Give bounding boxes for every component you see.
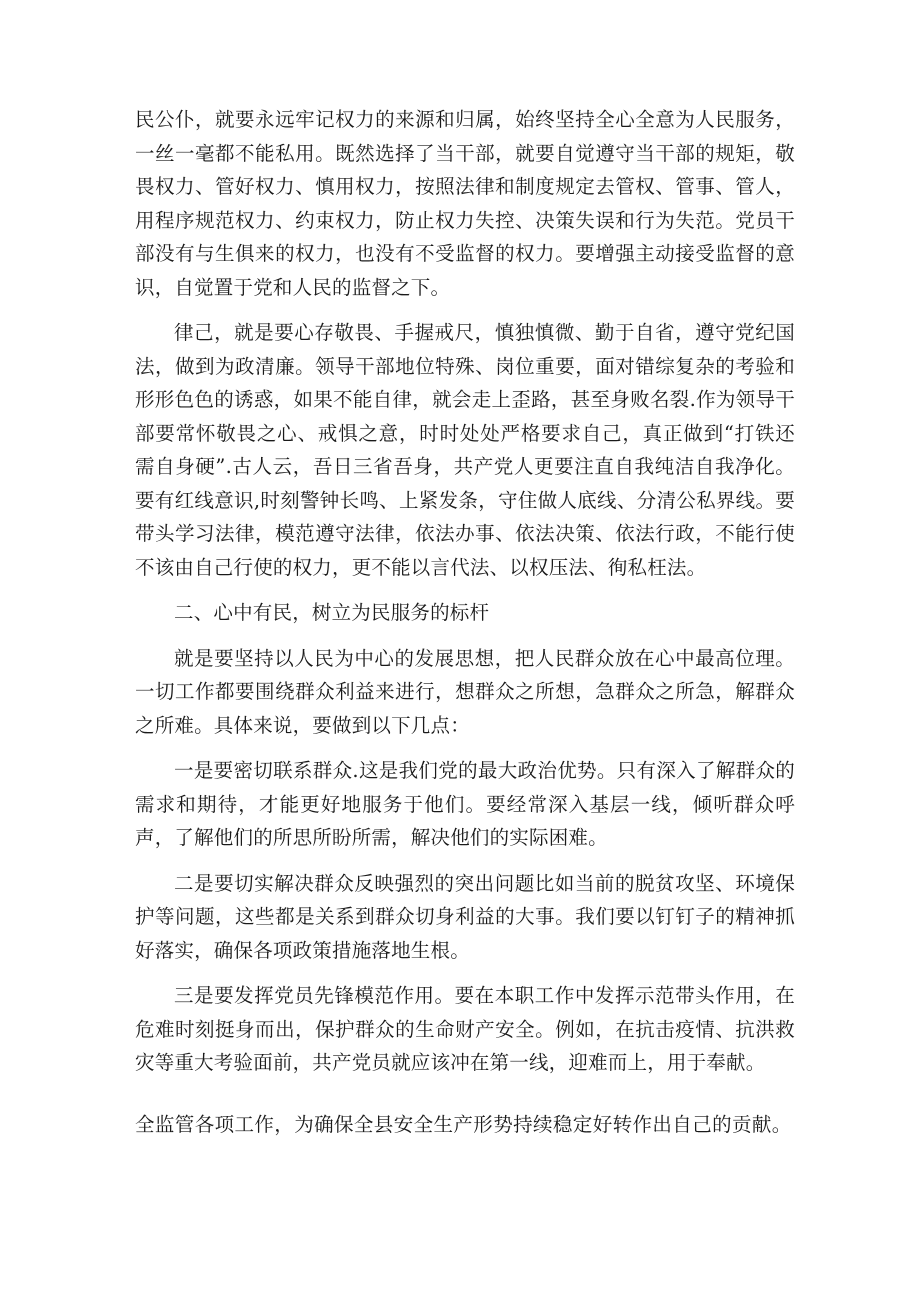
paragraph-point-3: 三是要发挥党员先锋模范作用。要在本职工作中发挥示范带头作用，在危难时刻挺身而出，保护群众的生命财产安全。例如，在抗击疫情、抗洪救灾等重大考验面前，共产党员就应该冲在第一线，迎难而上，用于奉献。	[135, 984, 795, 1074]
paragraph-self-discipline: 律己，就是要心存敬畏、手握戒尺，慎独慎微、勤于自省，遵守党纪国法，做到为政清廉。领导干部地位特殊、岗位重要，面对错综复杂的考验和形形色色的诱惑，如果不能自律，就会走上歪路，甚至身败名裂.作为领导干部要常怀敬畏之心、戒惧之意，时时处处严格要求自己，真正做到“打铁还需自身硬”.古人云，吾日三省吾身，共产党人更要注直自我纯洁自我净化。要有红线意识,时刻警钟长鸣、上紧发条，守住做人底线、分清公私界线。要带头学习法律，模范遵守法律，依法办事、依法决策、依法行政，不能行使不该由自己行使的权力，更不能以言代法、以权压法、徇私枉法。	[135, 321, 795, 579]
paragraph-point-2: 二是要切实解决群众反映强烈的突出问题比如当前的脱贫攻坚、环境保护等问题，这些都是关系到群众切身利益的大事。我们要以钉钉子的精神抓好落实，确保各项政策措施落地生根。	[135, 871, 795, 962]
section-heading-2: 二、心中有民，树立为民服务的标杆	[174, 601, 490, 624]
document-body	[135, 103, 795, 1092]
trailing-line: 全监管各项工作，为确保全县安全生产形势持续稳定好转作出自己的贡献。	[135, 1113, 792, 1136]
paragraph-people-centered: 就是要坚持以人民为中心的发展思想，把人民群众放在心中最高位理。一切工作都要围绕群众利益来进行，想群众之所想，急群众之所急，解群众之所难。具体来说，要做到以下几点：	[135, 646, 795, 737]
paragraph-continuation: 民公仆，就要永远牢记权力的来源和归属，始终坚持全心全意为人民服务，一丝一毫都不能私用。既然选择了当干部，就要自觉遵守当干部的规矩，敬畏权力、管好权力、慎用权力，按照法律和制度规定去管权、管事、管人，用程序规范权力、约束权力，防止权力失控、决策失误和行为失范。党员干部没有与生俱来的权力，也没有不受监督的权力。要增强主动接受监督的意识，自觉置于党和人民的监督之下。	[135, 108, 795, 299]
paragraph-point-1: 一是要密切联系群众.这是我们党的最大政治优势。只有深入了解群众的需求和期待，才能更好地服务于他们。要经常深入基层一线，倾听群众呼声，了解他们的所思所盼所需，解决他们的实际困难。	[135, 759, 795, 849]
